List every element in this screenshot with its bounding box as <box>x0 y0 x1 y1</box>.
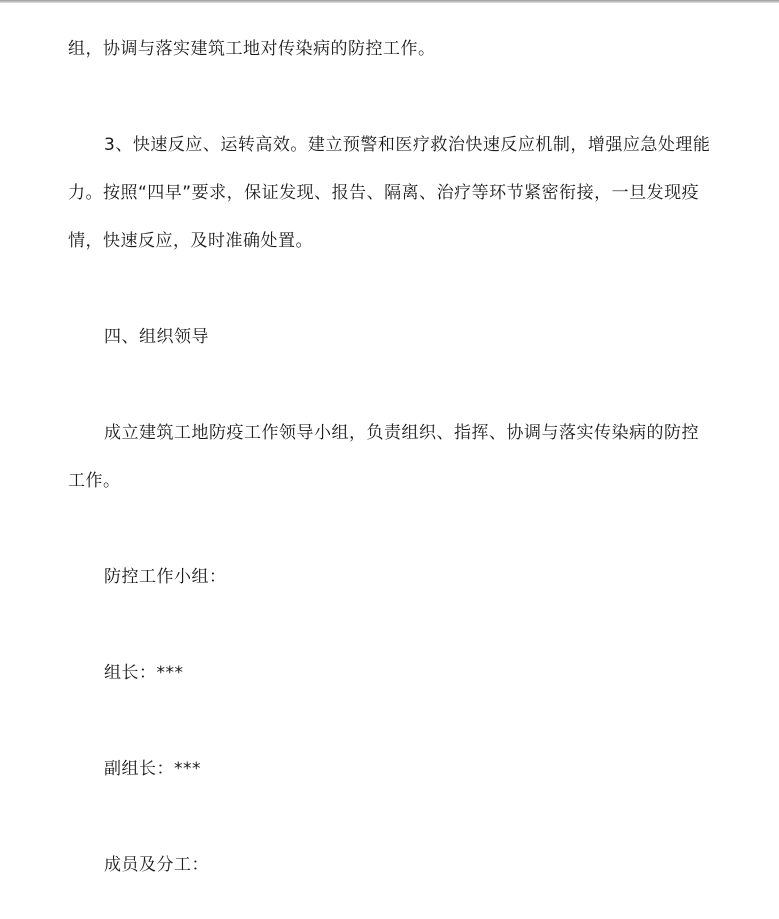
paragraph-leadership-group: 成立建筑工地防疫工作领导小组，负责组织、指挥、协调与落实传染病的防控工作。 <box>68 423 699 491</box>
paragraph-deputy-leader: 副组长：*** <box>104 759 201 779</box>
page-top-border <box>0 0 779 3</box>
paragraph-continuation: 组，协调与落实建筑工地对传染病的防控工作。 <box>68 39 436 59</box>
paragraph-spacer <box>68 697 713 745</box>
document-page <box>68 25 713 889</box>
paragraph-spacer <box>68 601 713 649</box>
section-heading-organization: 四、组织领导 <box>104 327 209 347</box>
paragraph-group-leader: 组长：*** <box>104 663 184 683</box>
paragraph-spacer <box>68 73 713 121</box>
paragraph-spacer <box>68 505 713 553</box>
paragraph-spacer <box>68 793 713 841</box>
paragraph-group-label: 防控工作小组： <box>104 567 227 587</box>
paragraph-rapid-response: 3、快速反应、运转高效。建立预警和医疗救治快速反应机制，增强应急处理能力。按照“四早”要求，保证发现、报告、隔离、治疗等环节紧密衔接，一旦发现疫情，快速反应，及时准确处置。 <box>68 135 711 251</box>
paragraph-members: 成员及分工： <box>104 855 209 875</box>
paragraph-spacer <box>68 265 713 313</box>
paragraph-spacer <box>68 361 713 409</box>
